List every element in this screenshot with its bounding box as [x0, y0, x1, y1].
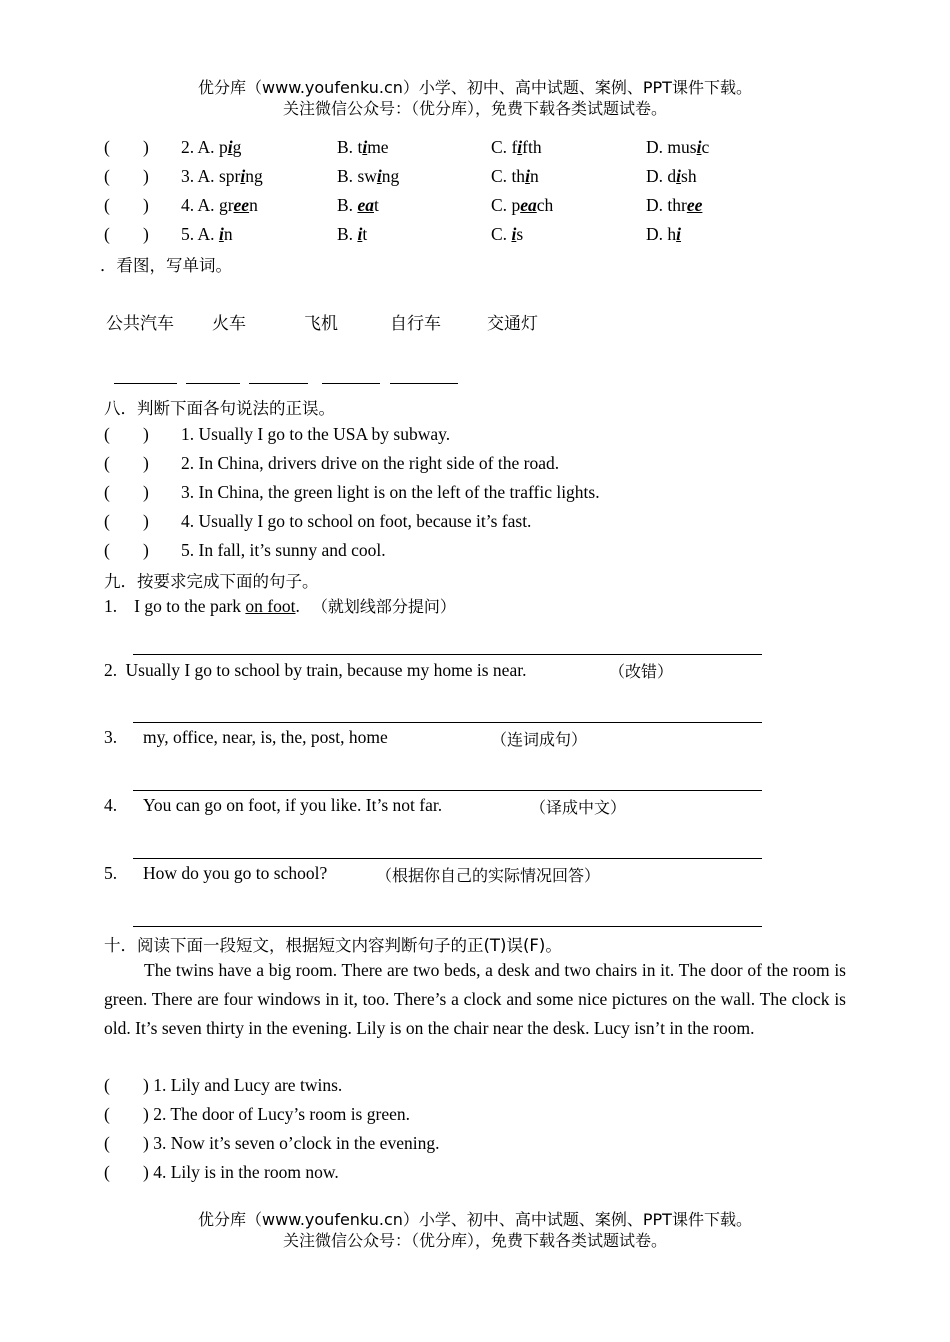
option-label: C. [491, 166, 512, 186]
answer-blank-5[interactable] [390, 383, 458, 384]
phonics-option-a [181, 162, 263, 191]
word-part: h [667, 224, 677, 244]
option-label: 5. A. [181, 224, 219, 244]
word-part: thr [667, 195, 687, 215]
footer-line-2: 关注微信公众号：（优分库），免费下载各类试题试卷。 [282, 1231, 667, 1250]
answer-paren-close: ) [143, 511, 149, 531]
marked-letters: ea [357, 195, 374, 215]
header-line-1: 优分库（www.youfenku.cn）小学、初中、高中试题、案例、PPT课件下载。 [198, 78, 752, 97]
section-7-title: ．看图，写单词。 [100, 256, 232, 275]
word-part: th [511, 166, 526, 186]
answer-paren-open[interactable]: ( [104, 1162, 110, 1182]
word-part: n [249, 195, 258, 215]
phonics-option-c [491, 220, 523, 249]
answer-paren-close: ) [143, 540, 149, 560]
question-text: I go to the park [134, 596, 246, 616]
phonics-option-c [491, 162, 539, 191]
phonics-option-a [181, 191, 258, 220]
marked-letters: i [362, 137, 368, 157]
rewrite-question-2 [104, 659, 526, 681]
answer-paren-close: ) [143, 224, 149, 244]
question-hint: （连词成句） [491, 730, 588, 749]
question-hint: （根据你自己的实际情况回答） [376, 866, 601, 885]
word-part: n [529, 166, 539, 186]
word-part: ng [245, 166, 263, 186]
marked-letters: i [376, 166, 382, 186]
underlined-phrase: on foot [245, 596, 296, 616]
answer-paren-open[interactable]: ( [104, 424, 110, 444]
answer-blank-2[interactable] [186, 383, 240, 384]
answer-paren-open[interactable]: ( [104, 511, 110, 531]
phonics-option-c [491, 133, 542, 162]
word-part: gr [218, 195, 234, 215]
picture-word-3: 飞机 [304, 314, 338, 334]
judge-item-text: 3. In China, the green light is on the left of the traffic lights. [181, 482, 600, 502]
word-part: s [516, 224, 524, 244]
header-line-2: 关注微信公众号：（优分库），免费下载各类试题试卷。 [282, 99, 667, 118]
marked-letters: i [696, 137, 702, 157]
question-number: 3. [104, 727, 118, 747]
option-label: 4. A. [181, 195, 219, 215]
answer-blank-4[interactable] [322, 383, 380, 384]
question-number: 1. [104, 596, 118, 616]
question-number: 2. [104, 660, 118, 680]
picture-word-1: 公共汽车 [106, 314, 174, 334]
marked-letters: ee [686, 195, 703, 215]
phonics-option-c [491, 191, 553, 220]
marked-letters: ea [520, 195, 537, 215]
answer-paren-open[interactable]: ( [104, 482, 110, 502]
word-part: sw [357, 166, 377, 186]
question-hint: （译成中文） [530, 798, 627, 817]
answer-paren-open[interactable]: ( [104, 166, 110, 186]
answer-paren-close: ) [143, 482, 149, 502]
option-label: B. [337, 195, 358, 215]
answer-paren-open[interactable]: ( [104, 1075, 110, 1095]
tf-item-text: ) 2. The door of Lucy’s room is green. [143, 1104, 410, 1124]
answer-paren-open[interactable]: ( [104, 540, 110, 560]
answer-paren-open[interactable]: ( [104, 224, 110, 244]
phonics-option-d [646, 191, 702, 220]
word-part: t [362, 224, 368, 244]
option-label: C. [491, 224, 512, 244]
answer-paren-open[interactable]: ( [104, 137, 110, 157]
marked-letters: ee [233, 195, 250, 215]
phonics-option-b [337, 133, 389, 162]
question-hint: （就划线部分提问） [311, 597, 456, 616]
word-part: c [701, 137, 710, 157]
word-part: fth [522, 137, 542, 157]
word-part: n [223, 224, 233, 244]
tf-item-text: ) 3. Now it’s seven o’clock in the evening. [143, 1133, 440, 1153]
section-9-title: 九．按要求完成下面的句子。 [104, 572, 319, 591]
marked-letters: i [517, 137, 523, 157]
question-hint: （改错） [609, 662, 674, 681]
footer-line-1: 优分库（www.youfenku.cn）小学、初中、高中试题、案例、PPT课件下载。 [198, 1210, 752, 1229]
option-label: 2. A. [181, 137, 219, 157]
option-label: B. [337, 137, 358, 157]
word-part: spr [218, 166, 241, 186]
judge-item-text: 4. Usually I go to school on foot, because it’s fast. [181, 511, 532, 531]
word-part: d [667, 166, 677, 186]
question-text: How do you go to school? [143, 863, 328, 883]
option-label: D. [646, 224, 668, 244]
answer-line-4[interactable] [133, 858, 762, 859]
word-part: t [357, 137, 363, 157]
answer-paren-open[interactable]: ( [104, 453, 110, 473]
option-label: C. [491, 195, 512, 215]
question-text: Usually I go to school by train, because my home is near. [125, 660, 527, 680]
judge-item-text: 1. Usually I go to the USA by subway. [181, 424, 451, 444]
marked-letters: i [357, 224, 363, 244]
word-part: p [218, 137, 228, 157]
section-8-title: 八．判断下面各句说法的正误。 [104, 399, 335, 418]
page-header [0, 77, 950, 119]
phonics-option-a [181, 220, 233, 249]
phonics-option-b [337, 162, 399, 191]
marked-letters: i [676, 224, 682, 244]
marked-letters: i [676, 166, 682, 186]
judge-item-text: 2. In China, drivers drive on the right side of the road. [181, 453, 560, 473]
option-label: D. [646, 166, 668, 186]
phonics-option-d [646, 220, 681, 249]
option-label: D. [646, 137, 668, 157]
answer-paren-open[interactable]: ( [104, 1104, 110, 1124]
answer-blank-1[interactable] [114, 383, 177, 384]
phonics-option-d [646, 133, 709, 162]
option-label: B. [337, 224, 358, 244]
word-part: f [511, 137, 518, 157]
question-text: You can go on foot, if you like. It’s not far. [143, 795, 443, 815]
answer-paren-close: ) [143, 137, 149, 157]
answer-line-5[interactable] [133, 926, 762, 927]
phonics-option-b [337, 220, 367, 249]
word-part: g [232, 137, 242, 157]
word-part: sh [681, 166, 697, 186]
word-part: me [367, 137, 389, 157]
answer-paren-close: ) [143, 453, 149, 473]
word-part: t [373, 195, 379, 215]
picture-word-5: 交通灯 [487, 314, 538, 334]
picture-word-2: 火车 [212, 314, 246, 334]
answer-blank-3[interactable] [249, 383, 308, 384]
word-part: ng [381, 166, 400, 186]
rewrite-question-1: 1. I go to the park on foot. （就划线部分提问） [104, 596, 456, 616]
answer-line-1[interactable] [133, 654, 762, 655]
question-number: 5. [104, 863, 118, 883]
tf-item-text: ) 1. Lily and Lucy are twins. [143, 1075, 343, 1095]
marked-letters: i [525, 166, 530, 186]
phonics-option-a [181, 133, 241, 162]
word-part: mus [667, 137, 697, 157]
marked-letters: i [227, 137, 233, 157]
option-label: C. [491, 137, 512, 157]
phonics-option-d [646, 162, 697, 191]
answer-paren-open[interactable]: ( [104, 1133, 110, 1153]
reading-passage: The twins have a big room. There are two beds, a desk and two chairs in it. The door of the room is green. There are four windows in it, too. There’s a clock and some nice pictures on the wall. The clock is old. It’s seven thirty in the evening. Lily is on the chair near the desk. Lucy isn’t in the room. [104, 960, 846, 1038]
word-part: p [511, 195, 521, 215]
answer-line-2[interactable] [133, 722, 762, 723]
answer-paren-close: ) [143, 424, 149, 444]
answer-line-3[interactable] [133, 790, 762, 791]
judge-item-text: 5. In fall, it’s sunny and cool. [181, 540, 386, 560]
phonics-option-b [337, 191, 379, 220]
answer-paren-close: ) [143, 195, 149, 215]
option-label: D. [646, 195, 668, 215]
picture-word-4: 自行车 [390, 314, 441, 334]
question-number: 4. [104, 795, 118, 815]
marked-letters: i [511, 224, 517, 244]
word-part: ch [536, 195, 554, 215]
question-text: my, office, near, is, the, post, home [143, 727, 388, 747]
section-10-title: 十．阅读下面一段短文，根据短文内容判断句子的正(T)误(F)。 [104, 936, 562, 955]
marked-letters: i [240, 166, 246, 186]
option-label: 3. A. [181, 166, 219, 186]
answer-paren-close: ) [143, 166, 149, 186]
option-label: B. [337, 166, 358, 186]
tf-item-text: ) 4. Lily is in the room now. [143, 1162, 339, 1182]
marked-letters: i [218, 224, 224, 244]
answer-paren-open[interactable]: ( [104, 195, 110, 215]
page-footer [0, 1209, 950, 1251]
